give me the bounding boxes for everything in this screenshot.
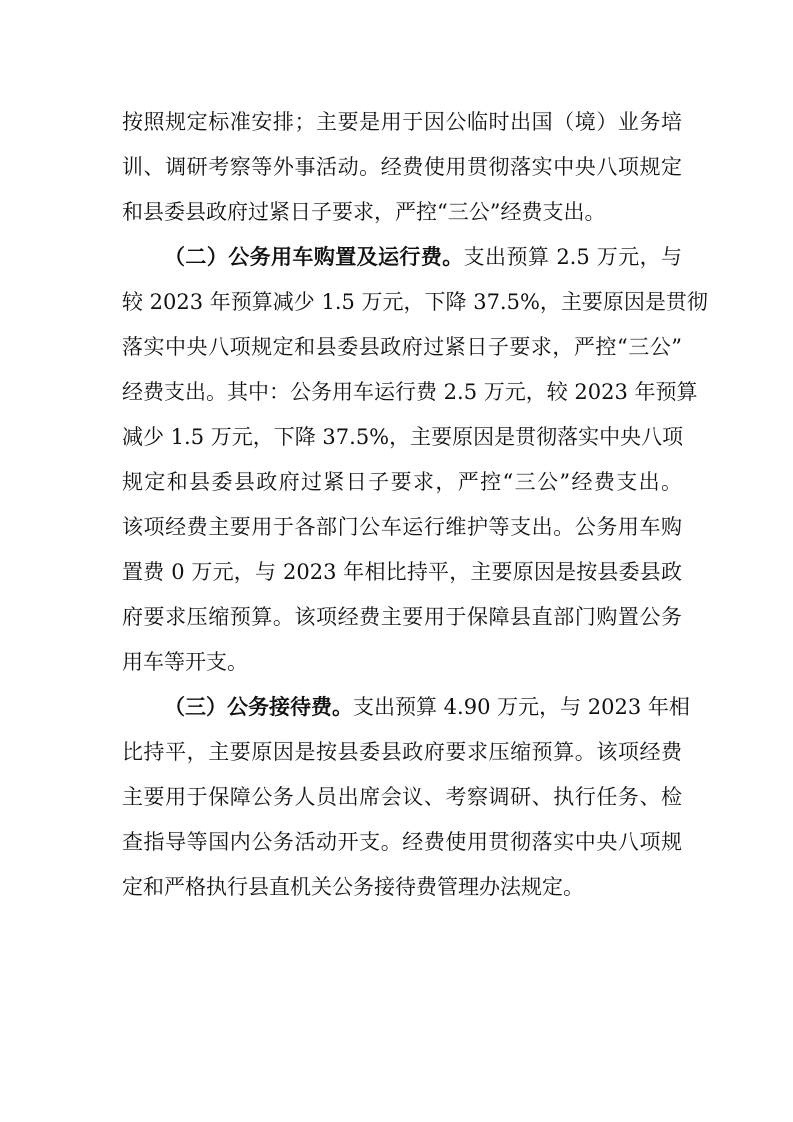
text-line: 和县委县政府过紧日子要求，严控“三公”经费支出。: [122, 200, 606, 224]
text-run: 支出预算 2.5 万元，与: [463, 245, 683, 269]
text-line: 训、调研考察等外事活动。经费使用贯彻落实中央八项规定: [122, 155, 682, 179]
text-line: 按照规定标准安排；主要是用于因公临时出国（境）业务培: [122, 110, 682, 134]
text-line: 规定和县委县政府过紧日子要求，严控“三公”经费支出。: [122, 470, 682, 494]
text-line: 减少 1.5 万元，下降 37.5%，主要原因是贯彻落实中央八项: [122, 425, 684, 449]
section-heading: （三）公务接待费。: [164, 694, 353, 719]
text-line: 经费支出。其中：公务用车运行费 2.5 万元，较 2023 年预算: [122, 380, 698, 404]
text-line: 较 2023 年预算减少 1.5 万元，下降 37.5%，主要原因是贯彻: [122, 290, 708, 314]
text-line: 置费 0 万元，与 2023 年相比持平，主要原因是按县委县政: [122, 560, 682, 584]
text-line-first: [164, 242, 682, 272]
text-line: 该项经费主要用于各部门公车运行维护等支出。公务用车购: [122, 515, 682, 539]
section-heading: （二）公务用车购置及运行费。: [164, 244, 464, 269]
text-line: 落实中央八项规定和县委县政府过紧日子要求，严控“三公”: [122, 335, 682, 359]
text-line-first: [164, 692, 690, 722]
text-line: 用车等开支。: [122, 650, 248, 674]
text-run: 支出预算 4.90 万元，与 2023 年相: [353, 695, 690, 719]
text-line: 查指导等国内公务活动开支。经费使用贯彻落实中央八项规: [122, 830, 682, 854]
text-line: 府要求压缩预算。该项经费主要用于保障县直部门购置公务: [122, 605, 682, 629]
text-line: 主要用于保障公务人员出席会议、考察调研、执行任务、检: [122, 785, 682, 809]
text-line: 比持平，主要原因是按县委县政府要求压缩预算。该项经费: [122, 740, 682, 764]
text-line: 定和严格执行县直机关公务接待费管理办法规定。: [122, 875, 584, 899]
